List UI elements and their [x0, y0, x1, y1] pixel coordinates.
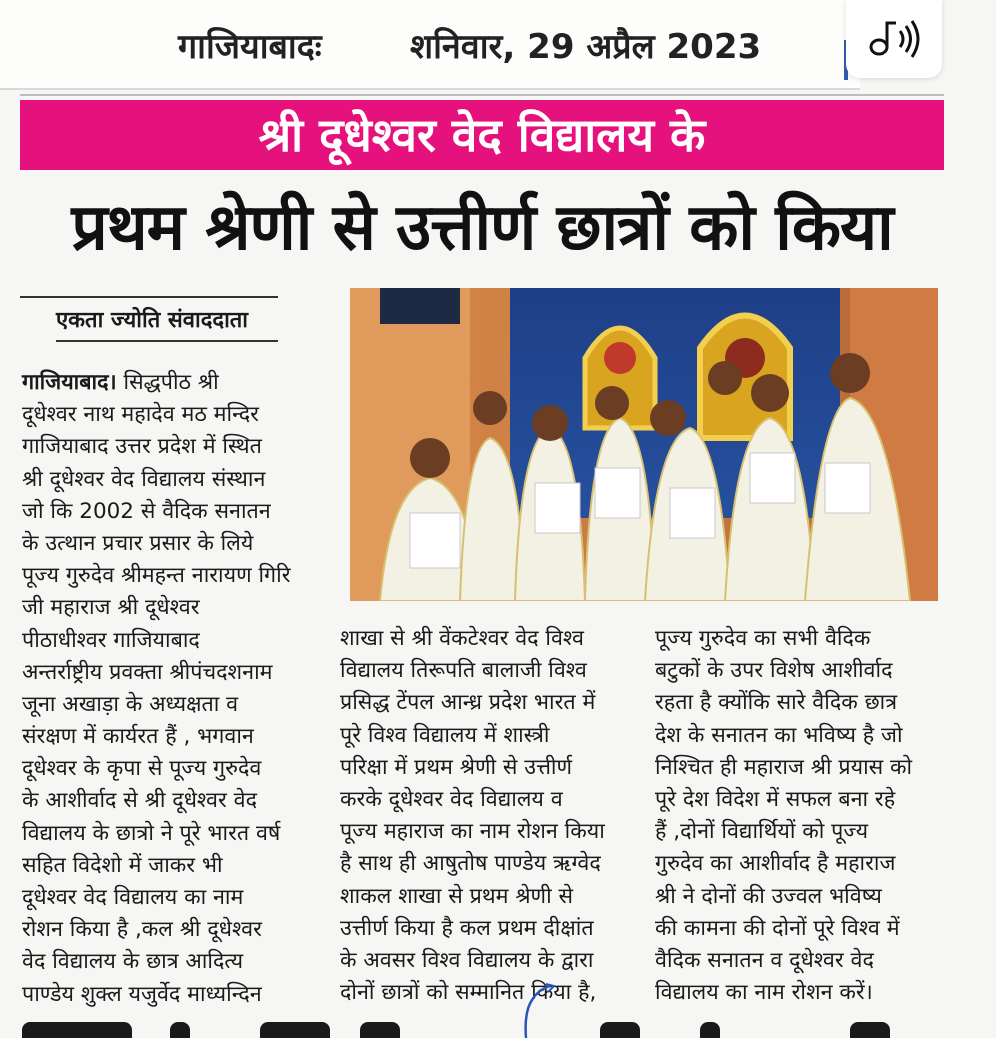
cropped-glyph [700, 1022, 720, 1038]
audio-play-button[interactable] [846, 0, 942, 78]
column-2-line: दोनों छात्रों को सम्मानित किया है, [340, 980, 597, 1006]
headline-banner: श्री दूधेश्वर वेद विद्यालय के [20, 100, 944, 170]
column-2-line: विद्यालय तिरूपति बालाजी विश्व [340, 658, 587, 684]
column-1-line: अन्तर्राष्ट्रीय प्रवक्ता श्रीपंचदशनाम [22, 659, 273, 685]
column-3-line: श्री ने दोनों की उज्वल भविष्य [655, 883, 882, 909]
byline-rule-top [20, 296, 278, 298]
ceremony-photo [350, 288, 938, 601]
next-headline-cropped [0, 1022, 996, 1038]
column-2-line: उत्तीर्ण किया है कल प्रथम दीक्षांत [340, 915, 594, 941]
column-1-line: विद्यालय के छात्रो ने पूरे भारत वर्ष [22, 820, 281, 846]
column-3-line: विद्यालय का नाम रोशन करें। [655, 980, 873, 1006]
cropped-glyph [600, 1022, 640, 1038]
column-1-line: पीठाधीश्वर गाजियाबाद [22, 627, 200, 653]
column-3-line: पूज्य गुरुदेव का सभी वैदिक [655, 626, 871, 651]
top-rule [20, 94, 944, 96]
dateline-strip [0, 0, 860, 90]
column-1-line: दूधेश्वर नाथ महादेव मठ मन्दिर [22, 402, 259, 428]
column-3-line: हैं ,दोनों विद्यार्थियों को पूज्य [655, 819, 869, 845]
byline: एकता ज्योति संवाददाता [56, 308, 249, 333]
cropped-glyph [22, 1022, 132, 1038]
column-1-line: संरक्षण में कार्यरत हैं , भगवान [22, 724, 254, 750]
cropped-glyph [360, 1022, 400, 1038]
column-2-line: परिक्षा में प्रथम श्रेणी से उत्तीर्ण [340, 754, 573, 780]
byline-box [20, 296, 278, 344]
column-1-line: रोशन किया है ,कल श्री दूधेश्वर [22, 917, 262, 943]
column-3-line: निश्चित ही महाराज श्री प्रयास को [655, 754, 913, 780]
column-1-line: के उत्थान प्रचार प्रसार के लिये [22, 530, 254, 556]
column-1-line: गाजियाबाद उत्तर प्रदेश में स्थित [22, 434, 262, 460]
column-2-line: प्रसिद्ध टेंपल आन्ध्र प्रदेश भारत में [340, 690, 596, 716]
column-2-line: के अवसर विश्व विद्यालय के द्वारा [340, 947, 594, 973]
cropped-glyph [850, 1022, 890, 1038]
column-3-line: गुरुदेव का आशीर्वाद है महाराज [655, 851, 896, 877]
byline-rule-bottom [56, 340, 278, 342]
column-1-line: जो कि 2002 से वैदिक सनातन [22, 498, 271, 524]
dateline-date: शनिवार, 29 अप्रैल 2023 [410, 27, 762, 67]
column-2-line: पूज्य महाराज का नाम रोशन किया [340, 819, 605, 845]
article-dateline: गाजियाबाद। [22, 370, 117, 395]
column-1-line: पूज्य गुरुदेव श्रीमहन्त नारायण गिरि [22, 563, 291, 589]
cropped-glyph [260, 1022, 330, 1038]
article-column-2 [340, 623, 640, 1009]
column-2-line: पूरे विश्व विद्यालय में शास्त्री [340, 722, 550, 748]
column-3-line: बटुकों के उपर विशेष आशीर्वाद [655, 658, 893, 684]
column-2-line: है साथ ही आषुतोष पाण्डेय ऋग्वेद [340, 851, 601, 877]
column-1-line: श्री दूधेश्वर वेद विद्यालय संस्थान [22, 466, 266, 492]
column-3-line: रहता है क्योंकि सारे वैदिक छात्र [655, 690, 898, 716]
dateline-place: गाजियाबादः [178, 27, 322, 67]
column-1-line: दूधेश्वर के कृपा से पूज्य गुरुदेव [22, 756, 262, 782]
column-1-line: सहित विदेशो में जाकर भी [22, 852, 223, 878]
column-2-line: शाखा से श्री वेंकटेश्वर वेद विश्व [340, 626, 585, 651]
article-column-3 [655, 623, 955, 1009]
column-1-line: के आशीर्वाद से श्री दूधेश्वर वेद [22, 788, 258, 814]
column-1-line: वेद विद्यालय के छात्र आदित्य [22, 949, 244, 975]
column-3-line: की कामना की दोनों पूरे विश्व में [655, 915, 900, 941]
audio-speaker-icon [866, 17, 922, 61]
main-headline: प्रथम श्रेणी से उत्तीर्ण छात्रों को किया [71, 191, 893, 265]
cropped-glyph [170, 1022, 190, 1038]
column-3-line: देश के सनातन का भविष्य है जो [655, 722, 903, 748]
column-2-line: शाकल शाखा से प्रथम श्रेणी से [340, 883, 574, 909]
column-1-line: गाजियाबाद। सिद्धपीठ श्री [22, 370, 219, 395]
column-1-line: जी महाराज श्री दूधेश्वर [22, 595, 200, 621]
column-3-line: पूरे देश विदेश में सफल बना रहे [655, 786, 896, 812]
article-column-1 [22, 367, 322, 1011]
column-1-line: दूधेश्वर वेद विद्यालय का नाम [22, 885, 244, 910]
column-2-line: करके दूधेश्वर वेद विद्यालय व [340, 786, 563, 812]
column-3-line: वैदिक सनातन व दूधेश्वर वेद [655, 947, 874, 973]
column-1-line: पाण्डेय शुक्ल यजुर्वेद माध्यन्दिन [22, 981, 262, 1007]
column-1-line: जूना अखाड़ा के अध्यक्षता व [22, 691, 239, 717]
